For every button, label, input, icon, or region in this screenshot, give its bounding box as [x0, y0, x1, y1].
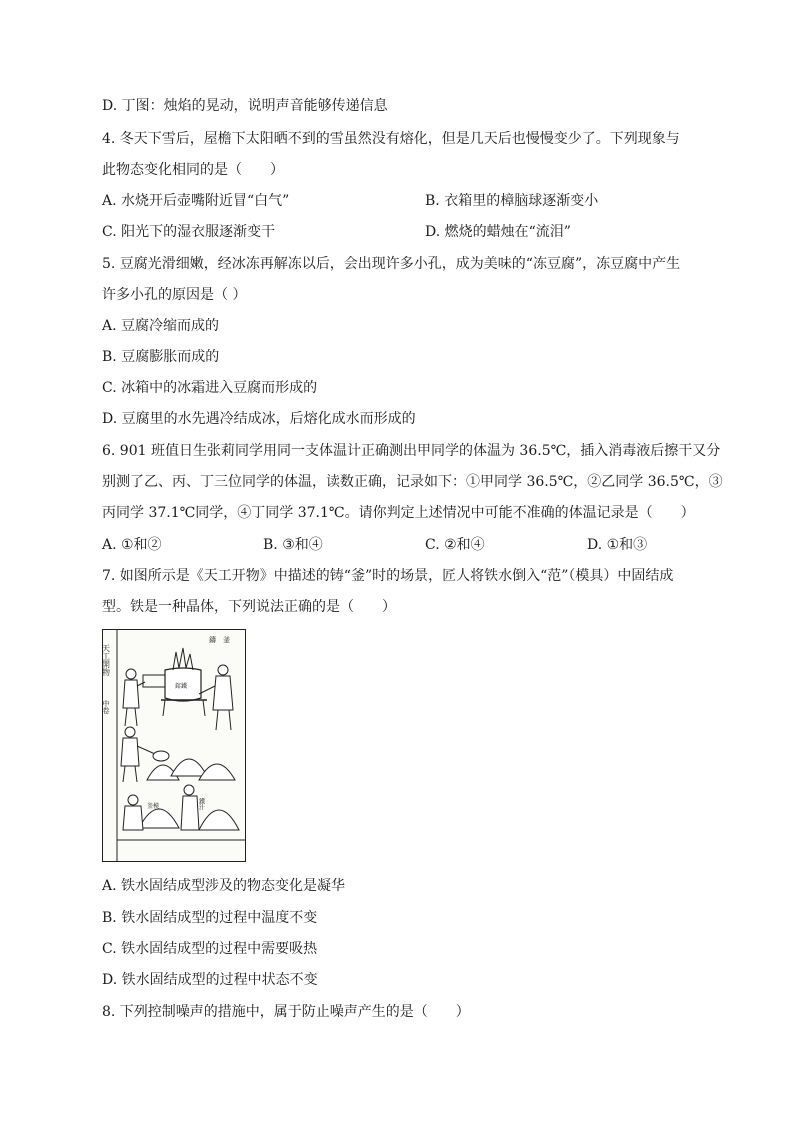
q6-option-c: C. ②和④	[425, 537, 485, 553]
q8-stem-line1: 8. 下列控制噪声的措施中，属于防止噪声产生的是（ ）	[102, 1004, 470, 1020]
q7-option-b: B. 铁水固结成型的过程中温度不变	[102, 910, 318, 926]
bellows-box	[143, 675, 165, 687]
mold-dome	[199, 810, 239, 830]
q6-option-a: A. ①和②	[102, 537, 162, 553]
mold-dome	[171, 759, 207, 776]
q6-stem-line3: 丙同学 37.1℃同学，④丁同学 37.1℃。请你判定上述情况中可能不准确的体温记录是（ ）	[102, 505, 695, 521]
ladle-icon	[153, 751, 169, 761]
q6-stem-line2: 别测了乙、丙、丁三位同学的体温，读数正确，记录如下：①甲同学 36.5℃，②乙同学 36.5℃，③	[102, 474, 723, 490]
q6-option-d: D. ①和③	[587, 537, 648, 553]
scene-title: 鑄 釜	[209, 636, 230, 644]
q4-stem-line2: 此物态变化相同的是（ ）	[102, 162, 284, 178]
q7-stem-line1: 7. 如图所示是《天工开物》中描述的铸“釜”时的场景，匠人将铁水倒入“范”（模具）中固结成	[102, 568, 674, 584]
book-title-vertical: 天工開物	[101, 644, 111, 676]
q7-option-a: A. 铁水固结成型涉及的物态变化是凝华	[102, 878, 346, 894]
worker-head	[184, 785, 194, 795]
q5-stem-line2: 许多小孔的原因是（ ）	[102, 287, 247, 303]
q4-option-a: A. 水烧开后壶嘴附近冒“白气”	[102, 193, 290, 209]
worker-head	[218, 665, 228, 675]
q7-option-d: D. 铁水固结成型的过程中状态不变	[102, 972, 318, 988]
q4-option-c: C. 阳光下的湿衣服逐渐变干	[102, 224, 276, 240]
worker-body	[213, 676, 233, 710]
q5-option-c: C. 冰箱中的冰霜进入豆腐而形成的	[102, 380, 318, 396]
mold-label-right: 鐵汁	[197, 798, 205, 810]
worker-body	[123, 806, 143, 830]
q4-option-b: B. 衣箱里的樟脑球逐渐变小	[425, 193, 599, 209]
worker-body	[123, 680, 139, 708]
worker-body	[121, 738, 139, 766]
mold-label-left: 釜模	[147, 803, 160, 810]
mold-dome	[199, 764, 235, 780]
worker-head	[128, 795, 138, 805]
q6-option-b: B. ③和④	[263, 537, 323, 553]
q6-stem-line1: 6. 901 班值日生张莉同学用同一支体温计正确测出甲同学的体温为 36.5℃，插入消毒液后擦干又分	[102, 443, 721, 459]
q3-option-d: D. 丁图：烛焰的晃动，说明声音能够传递信息	[102, 98, 388, 114]
worker-body	[181, 796, 199, 830]
q5-stem-line1: 5. 豆腐光滑细嫩，经冰冻再解冻以后，会出现许多小孔，成为美味的“冻豆腐”，冻豆腐中产生	[102, 256, 681, 272]
worker-head	[126, 669, 136, 679]
q7-option-c: C. 铁水固结成型的过程中需要吸热	[102, 941, 318, 957]
flame-icon	[173, 648, 193, 670]
casting-cauldron-illustration	[102, 629, 246, 862]
q7-stem-line2: 型。铁是一种晶体，下列说法正确的是（ ）	[102, 599, 396, 615]
furnace-label: 鎔鐵	[175, 683, 188, 690]
q4-stem-line1: 4. 冬天下雪后，屋檐下太阳晒不到的雪虽然没有熔化，但是几天后也慢慢变少了。下列现象与	[102, 131, 680, 147]
q5-option-a: A. 豆腐冷缩而成的	[102, 318, 220, 334]
woodcut-drawing	[103, 630, 245, 861]
mold-dome	[139, 809, 179, 828]
q4-option-d: D. 燃烧的蜡烛在“流泪”	[425, 224, 571, 240]
volume-label: 中卷	[102, 700, 110, 714]
q5-option-d: D. 豆腐里的水先遇冷结成冰，后熔化成水而形成的	[102, 411, 416, 427]
worker-head	[125, 727, 135, 737]
q5-option-b: B. 豆腐膨胀而成的	[102, 349, 220, 365]
